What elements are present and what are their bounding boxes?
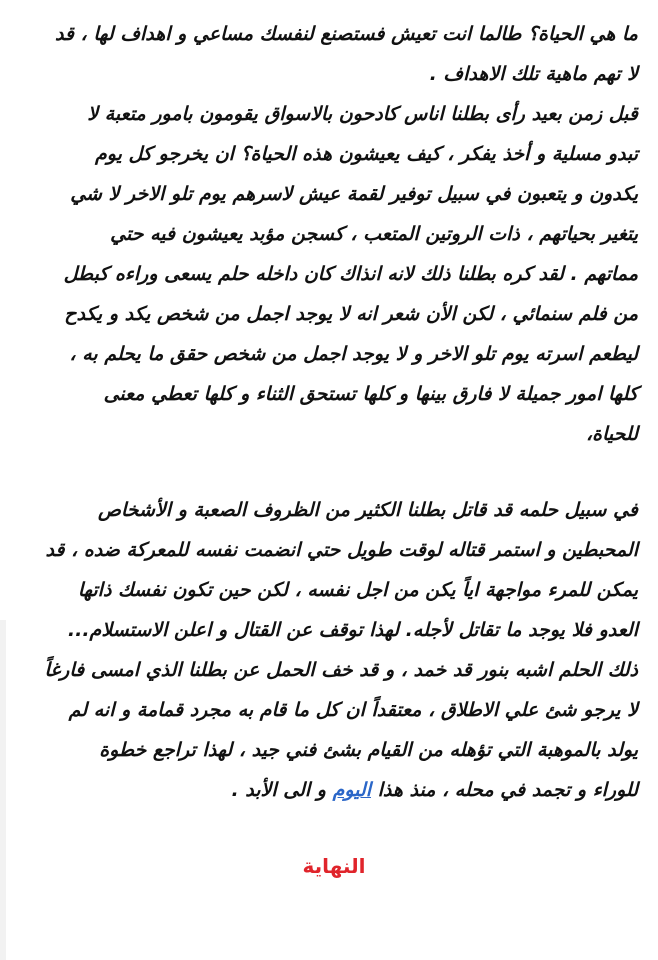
text-line: تبدو مسلية و أخذ يفكر ، كيف يعيشون هذه الحياة؟ ان يخرجو كل يوم bbox=[94, 143, 638, 165]
text-line: كلها امور جميلة لا فارق بينها و كلها تستحق الثناء و كلها تعطي معنى bbox=[103, 383, 638, 405]
text-line: يكدون و يتعبون في سبيل توفير لقمة عيش لاسرهم يوم تلو الاخر لا شي bbox=[70, 183, 638, 205]
paragraph-2 bbox=[30, 490, 638, 810]
text-line: للحياة، bbox=[586, 423, 638, 445]
text-segment: و الى الأبد . bbox=[231, 779, 333, 801]
text-line: لا يرجو شئ علي الاطلاق ، معتقداً ان كل ما قام به مجرد قمامة و انه لم bbox=[68, 699, 638, 721]
paragraph-1 bbox=[30, 14, 638, 454]
text-line: ذلك الحلم اشبه بنور قد خمد ، و قد خف الحمل عن بطلنا الذي امسى فارغاً bbox=[44, 659, 638, 681]
text-line: من فلم سنمائي ، لكن الأن شعر انه لا يوجد اجمل من شخص يكد و يكدح bbox=[64, 303, 638, 325]
text-line: ما هي الحياة؟ طالما انت تعيش فستصنع لنفسك مساعي و اهداف لها ، قد bbox=[54, 23, 638, 45]
text-line: يولد بالموهبة التي تؤهله من القيام بشئ فني جيد ، لهذا تراجع خطوة bbox=[99, 739, 638, 761]
text-line: مماتهم . لقد كره بطلنا ذلك لانه انذاك كان داخله حلم يسعى وراءه كبطل bbox=[63, 263, 638, 285]
text-line: في سبيل حلمه قد قاتل بطلنا الكثير من الظروف الصعبة و الأشخاص bbox=[98, 499, 638, 521]
text-line: قبل زمن بعيد رأى بطلنا اناس كادحون بالاسواق يقومون بامور متعبة لا bbox=[87, 103, 638, 125]
text-segment: للوراء و تجمد في محله ، منذ هذا bbox=[370, 779, 638, 801]
hashtag-link[interactable]: اليوم bbox=[332, 779, 371, 801]
text-line: العدو فلا يوجد ما تقاتل لأجله. لهذا توقف عن القتال و اعلن الاستسلام... bbox=[67, 619, 638, 641]
ending-title: النهاية bbox=[302, 854, 366, 878]
text-line: لا تهم ماهية تلك الاهداف . bbox=[429, 63, 638, 85]
text-line: يتغير بحياتهم ، ذات الروتين المتعب ، كسجن مؤبد يعيشون فيه حتي bbox=[110, 223, 638, 245]
page-edge-strip bbox=[0, 620, 6, 960]
text-line: ليطعم اسرته يوم تلو الاخر و لا يوجد اجمل من شخص حقق ما يحلم به ، bbox=[69, 343, 638, 365]
text-line: المحبطين و استمر قتاله لوقت طويل حتي انضمت نفسه للمعركة ضده ، قد bbox=[45, 539, 638, 561]
text-line-last bbox=[30, 770, 638, 810]
text-line: يمكن للمرء مواجهة اياً يكن من اجل نفسه ، لكن حين تكون نفسك ذاتها bbox=[77, 579, 638, 601]
story-page bbox=[30, 14, 638, 886]
